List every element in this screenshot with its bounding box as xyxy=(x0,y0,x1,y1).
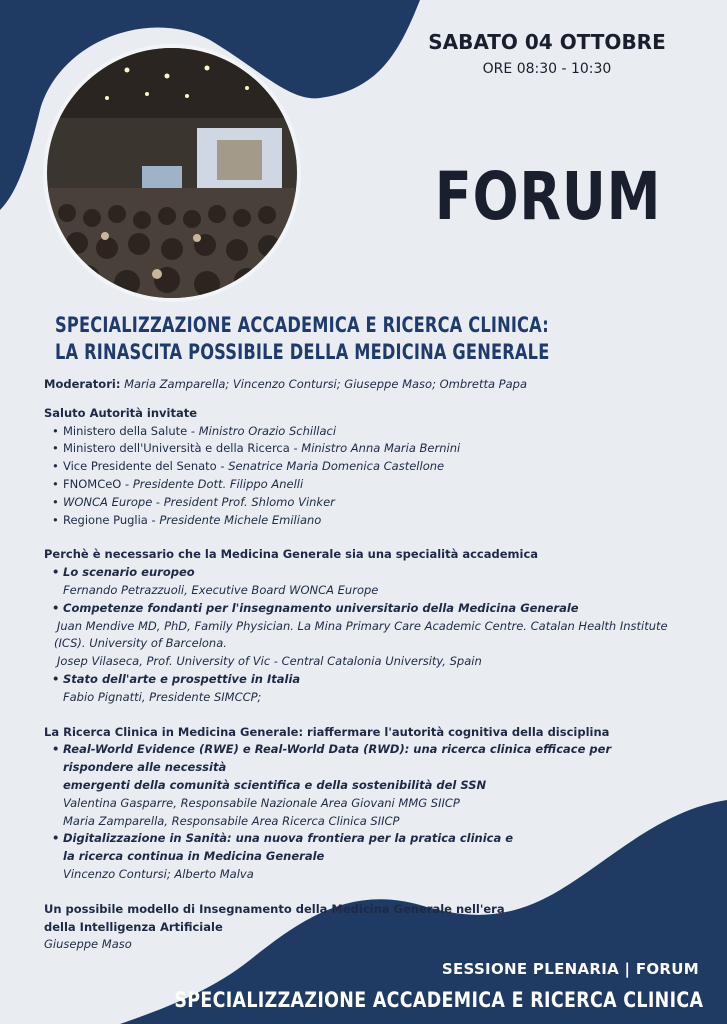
saluto-list xyxy=(44,423,684,530)
ricerca-section xyxy=(44,724,684,884)
speaker: Juan Mendive MD, PhD, Family Physician. La Mina Primary Care Academic Centre. Catalan Health Institute xyxy=(57,618,668,633)
list-item: • WONCA Europe - President Prof. Shlomo Vinker xyxy=(44,494,684,512)
modello-section xyxy=(44,901,684,954)
perche-heading: Perchè è necessario che la Medicina Generale sia una specialità accademica xyxy=(44,547,539,562)
perche-section xyxy=(44,546,684,706)
list-item: • Stato dell'arte e prospettive in Italia xyxy=(44,671,684,689)
list-item: • Digitalizzazione in Sanità: una nuova frontiera per la pratica clinica e xyxy=(44,830,684,848)
event-date: SABATO 04 OTTOBRE xyxy=(428,30,666,54)
list-item: • Regione Puglia - Presidente Michele Emiliano xyxy=(44,512,684,530)
conference-photo xyxy=(47,48,297,298)
footer-title: SPECIALIZZAZIONE ACCADEMICA E RICERCA CLINICA xyxy=(173,988,703,1012)
speaker: Josep Vilaseca, Prof. University of Vic - Central Catalonia University, Spain xyxy=(57,654,482,669)
speaker: Fabio Pignatti, Presidente SIMCCP; xyxy=(63,689,262,704)
list-item-continued: emergenti della comunità scientifica e della sostenibilità del SSN xyxy=(63,777,487,792)
list-item: • Real-World Evidence (RWE) e Real-World Data (RWD): una ricerca clinica efficace per rispondere alle necessità xyxy=(44,741,684,777)
event-time: ORE 08:30 - 10:30 xyxy=(482,61,612,77)
speaker: Fernando Petrazzuoli, Executive Board WONCA Europe xyxy=(63,582,379,597)
speaker: Valentina Gasparre, Responsabile Nazionale Area Giovani MMG SIICP xyxy=(63,795,460,810)
list-item: • Ministero dell'Università e della Ricerca - Ministro Anna Maria Bernini xyxy=(44,440,684,458)
modello-heading-line-1: Un possibile modello di Insegnamento della Medicina Generale nell'era xyxy=(44,901,505,916)
forum-heading: FORUM xyxy=(434,158,662,235)
modello-heading-line-2: della Intelligenza Artificiale xyxy=(44,919,223,934)
main-title-line-1: SPECIALIZZAZIONE ACCADEMICA E RICERCA CLINICA: xyxy=(55,313,549,337)
program-content xyxy=(44,376,684,954)
list-item-continued: la ricerca continua in Medicina Generale xyxy=(63,849,325,864)
moderators-names: Maria Zamparella; Vincenzo Contursi; Giuseppe Maso; Ombretta Papa xyxy=(124,377,528,391)
list-item: • Lo scenario europeo xyxy=(44,564,684,582)
saluto-heading: Saluto Autorità invitate xyxy=(44,405,198,420)
list-item: • Ministero della Salute - Ministro Orazio Schillaci xyxy=(44,423,684,441)
saluto-section xyxy=(44,405,684,530)
main-title xyxy=(55,312,605,366)
ricerca-heading: La Ricerca Clinica in Medicina Generale: riaffermare l'autorità cognitiva della disciplina xyxy=(44,724,610,739)
list-item: • FNOMCeO - Presidente Dott. Filippo Anelli xyxy=(44,476,684,494)
list-item: • Vice Presidente del Senato - Senatrice Maria Domenica Castellone xyxy=(44,458,684,476)
footer-session-label: SESSIONE PLENARIA | FORUM xyxy=(441,960,699,978)
ricerca-list xyxy=(44,741,684,883)
list-item: • Competenze fondanti per l'insegnamento universitario della Medicina Generale xyxy=(44,600,684,618)
moderators-label: Moderatori: xyxy=(44,377,121,391)
speaker: (ICS). University of Barcelona. xyxy=(54,636,227,651)
speaker: Giuseppe Maso xyxy=(44,937,132,952)
perche-list xyxy=(44,564,684,706)
main-title-line-2: LA RINASCITA POSSIBILE DELLA MEDICINA GENERALE xyxy=(55,340,550,364)
speaker: Maria Zamparella, Responsabile Area Ricerca Clinica SIICP xyxy=(63,813,400,828)
speaker: Vincenzo Contursi; Alberto Malva xyxy=(63,866,254,881)
moderators xyxy=(44,376,684,394)
